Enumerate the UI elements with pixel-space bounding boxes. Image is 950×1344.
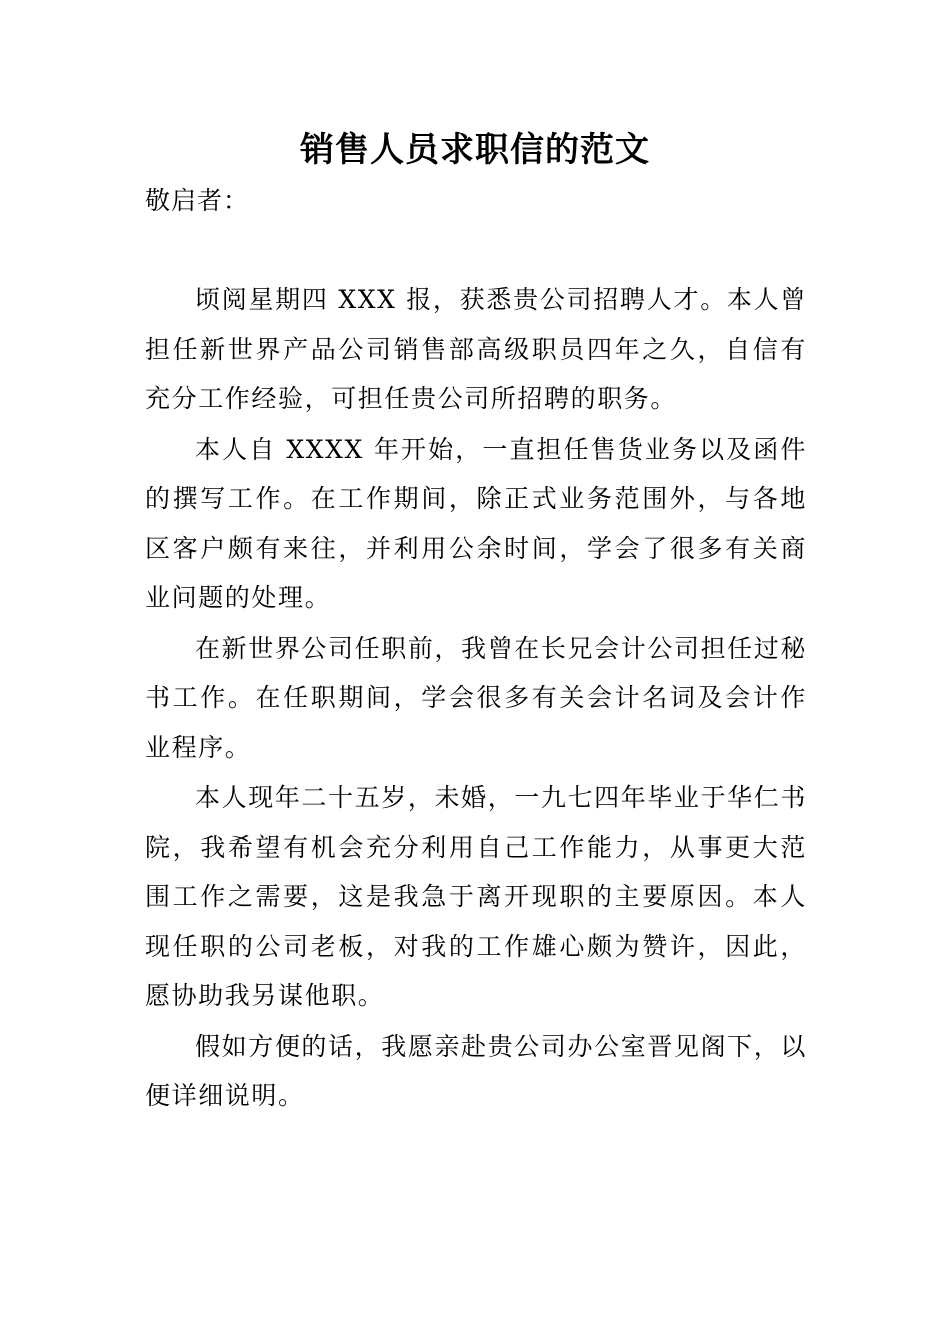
salutation: 敬启者： [145,186,250,215]
paragraph-5: 假如方便的话，我愿亲赴贵公司办公室晋见阁下，以便详细说明。 [145,1031,807,1110]
document-title: 销售人员求职信的范文 [300,130,650,170]
paragraph-1: 顷阅星期四 XXX 报，获悉贵公司招聘人才。本人曾担任新世界产品公司销售部高级职员四年之久，自信有充分工作经验，可担任贵公司所招聘的职务。 [145,285,807,413]
paragraph-2: 本人自 XXXX 年开始，一直担任售货业务以及函件的撰写工作。在工作期间，除正式业务范围外，与各地区客户颇有来往，并利用公余时间，学会了很多有关商业问题的处理。 [145,434,807,612]
paragraph-4: 本人现年二十五岁，未婚，一九七四年毕业于华仁书院，我希望有机会充分利用自己工作能力，从事更大范围工作之需要，这是我急于离开现职的主要原因。本人现任职的公司老板，对我的工作雄心颇为赞许，因此，愿协助我另谋他职。 [145,783,807,1010]
letter-body [145,176,807,1121]
paragraph-3: 在新世界公司任职前，我曾在长兄会计公司担任过秘书工作。在任职期间，学会很多有关会计名词及会计作业程序。 [145,633,807,762]
